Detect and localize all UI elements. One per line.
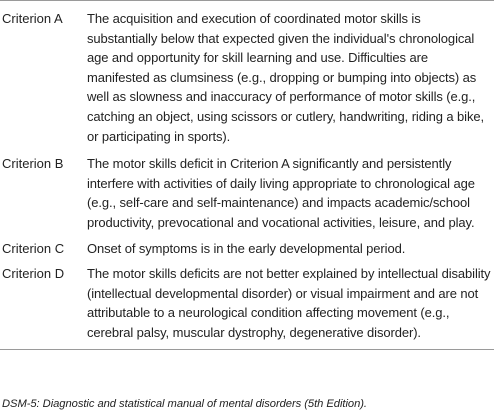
criterion-description: Onset of symptoms is in the early developmental period.	[87, 240, 406, 256]
table-row-criterion-b	[0, 146, 494, 232]
criterion-description: The motor skills deficit in Criterion A significantly and persistently interfere with activities of daily living appropriate to chronological age (e.g., self-care and self-maintenance) and impacts academic/school productivity, prevocational and vocational activities, leisure, and play.	[87, 156, 475, 230]
criterion-label: Criterion B	[2, 156, 64, 172]
table-footnote: DSM-5: Diagnostic and statistical manual of mental disorders (5th Edition).	[2, 398, 367, 410]
table-row-criterion-c	[0, 233, 494, 259]
criterion-description: The motor skills deficits are not better explained by intellectual disability (intellectual developmental disorder) or visual impairment and are not attributable to a neurological condition affecting movement (e.g., cerebral palsy, muscular dystrophy, degenerative disorder).	[87, 266, 491, 340]
criterion-label: Criterion D	[2, 266, 65, 282]
criterion-description: The acquisition and execution of coordinated motor skills is substantially below that expected given the individual's chronological age and opportunity for skill learning and use. Difficulties are manifested as clumsiness (e.g., dropping or bumping into objects) as well as slowness and inaccuracy of performance of motor skills (e.g., catching an object, using scissors or cutlery, handwriting, riding a bike, or participating in sports).	[87, 11, 485, 144]
table-bottom-rule	[0, 349, 494, 350]
table-row-criterion-a	[0, 1, 494, 146]
table-body	[0, 1, 494, 349]
criterion-label: Criterion A	[2, 11, 63, 26]
criterion-label: Criterion C	[2, 240, 65, 256]
table-row-criterion-d	[0, 258, 494, 348]
